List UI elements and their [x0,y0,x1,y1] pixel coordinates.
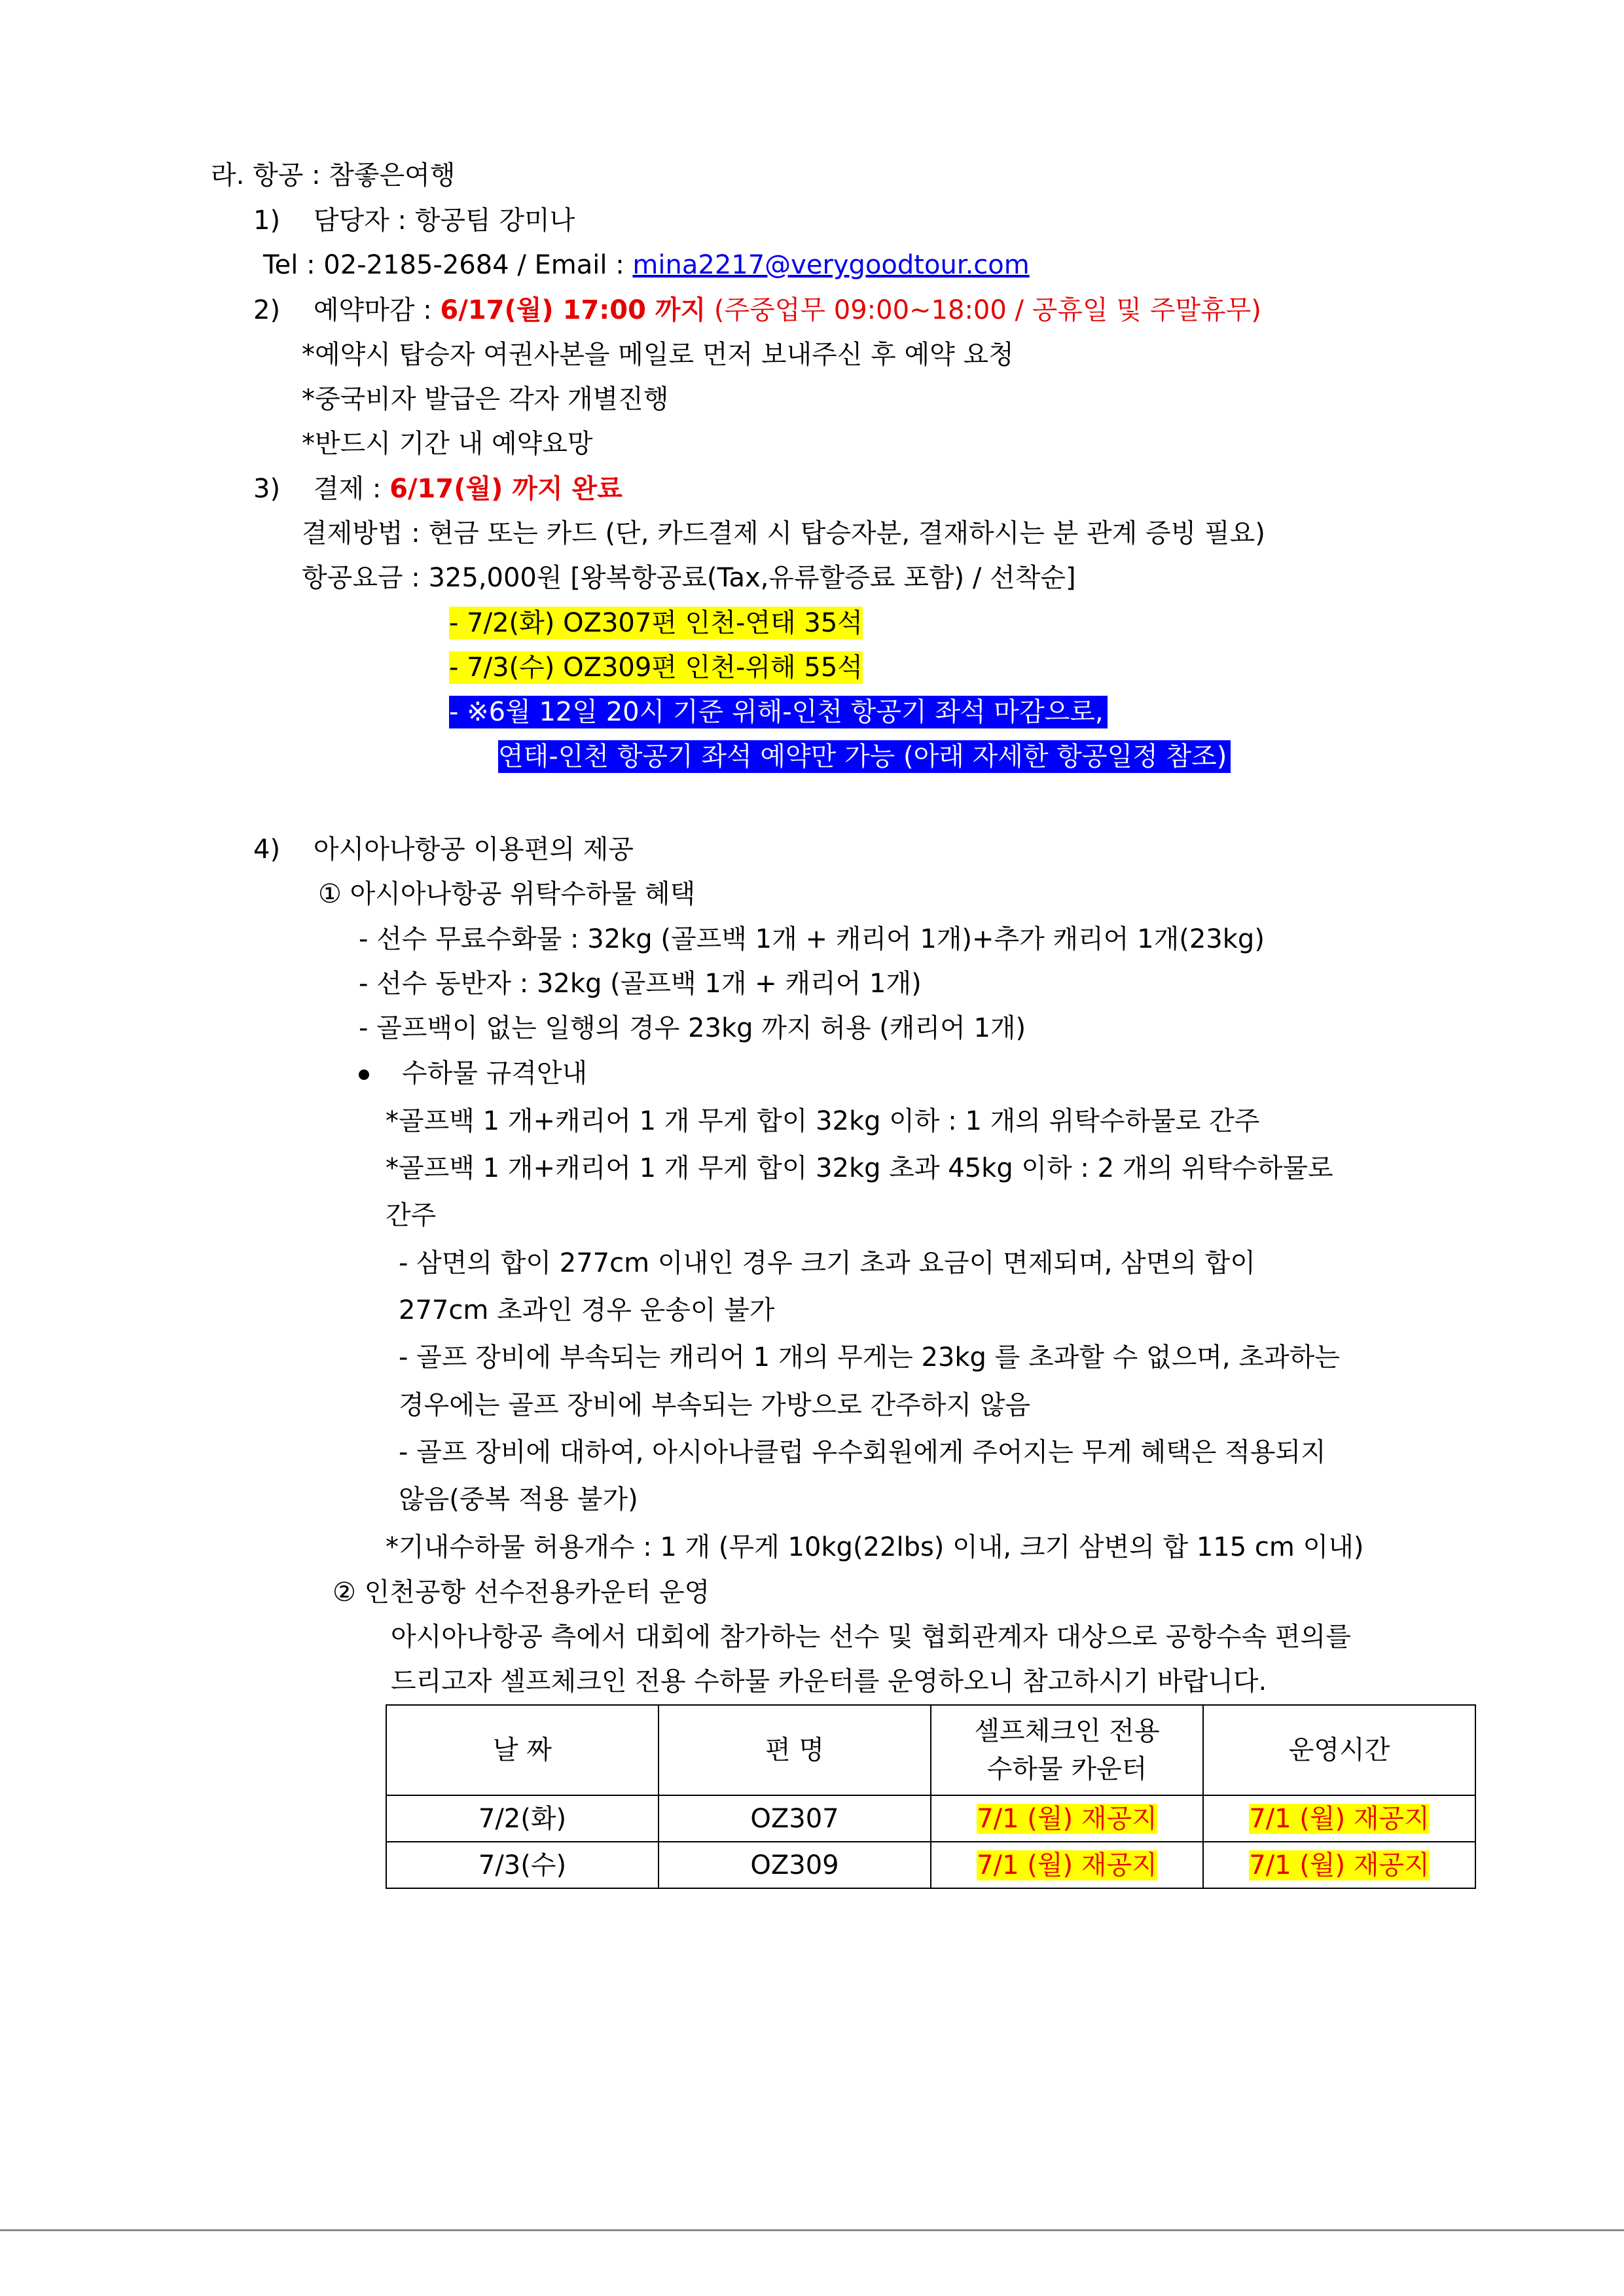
cell-hours: 7/1 (월) 재공지 [1203,1842,1475,1888]
baggage-rule: 경우에는 골프 장비에 부속되는 가방으로 간주하지 않음 [399,1390,1031,1420]
item-payment [253,473,623,505]
baggage-rule: 간주 [386,1200,437,1230]
counter-title: ② 인천공항 선수전용카운터 운영 [333,1577,710,1607]
item-number: 1) [253,206,281,236]
baggage-item: - 선수 동반자 : 32kg (골프백 1개 + 캐리어 1개) [359,969,922,999]
flight-item: - 7/3(수) OZ309편 인천-위해 55석 [449,653,863,683]
item-asiana [253,833,634,866]
table-row [386,1842,1475,1888]
page-footer-rule [0,2229,1624,2231]
counter-desc: 드리고자 셀프체크인 전용 수하물 카운터를 운영하오니 참고하시기 바랍니다. [391,1666,1267,1696]
baggage-rule: *골프백 1 개+캐리어 1 개 무게 합이 32kg 초과 45kg 이하 : 2 개의 위탁수하물로 [386,1153,1333,1183]
header-flight: 편 명 [659,1705,931,1795]
section-title: 라. 항공 : 참좋은여행 [211,160,456,190]
baggage-rule: - 삼면의 합이 277cm 이내인 경우 크기 초과 요금이 면제되며, 삼면의 합이 [399,1248,1255,1278]
reservation-note: *예약시 탑승자 여권사본을 메일로 먼저 보내주신 후 예약 요청 [302,340,1014,370]
baggage-rule: - 골프 장비에 대하여, 아시아나클럽 우수회원에게 주어지는 무게 혜택은 적용되지 [399,1437,1326,1467]
reservation-label: 예약마감 : [313,295,441,325]
baggage-item: - 선수 무료수화물 : 32kg (골프백 1개 + 캐리어 1개)+추가 캐리어 1개(23kg) [359,924,1265,954]
airfare: 항공요금 : 325,000원 [왕복항공료(Tax,유류할증료 포함) / 선착순] [302,563,1076,593]
item-reservation [253,294,1261,327]
counter-desc: 아시아나항공 측에서 대회에 참가하는 선수 및 협회관계자 대상으로 공항수속 편의를 [391,1622,1351,1652]
baggage-item: - 골프백이 없는 일행의 경우 23kg 까지 허용 (캐리어 1개) [359,1013,1026,1043]
baggage-rule: 않음(중복 적용 불가) [399,1484,638,1515]
flight-item: - 7/2(화) OZ307편 인천-연태 35석 [449,608,863,638]
asiana-title: 아시아나항공 이용편의 제공 [313,834,634,865]
cell-date: 7/2(화) [386,1795,659,1842]
tel-text: Tel : 02-2185-2684 / Email : [263,250,633,280]
table-header-row [386,1705,1475,1795]
email-link[interactable]: mina2217@verygoodtour.com [632,250,1030,280]
cell-date: 7/3(수) [386,1842,659,1888]
item-number: 2) [253,295,281,325]
baggage-benefit-title: ① 아시아나항공 위탁수하물 혜택 [318,879,696,909]
baggage-rule: *골프백 1 개+캐리어 1 개 무게 합이 32kg 이하 : 1 개의 위탁수하물로 간주 [386,1106,1260,1136]
item-number: 3) [253,474,281,504]
reservation-note: *반드시 기간 내 예약요망 [302,429,593,459]
header-hours: 운영시간 [1203,1705,1475,1795]
header-counter: 셀프체크인 전용 수하물 카운터 [931,1705,1203,1795]
baggage-rule: - 골프 장비에 부속되는 캐리어 1 개의 무게는 23kg 를 초과할 수 없으며, 초과하는 [399,1342,1340,1372]
contact-line [263,249,1030,281]
payment-deadline: 6/17(월) 까지 완료 [389,474,623,504]
item-number: 4) [253,834,281,865]
counter-schedule-table [386,1704,1476,1889]
business-hours: (주중업무 09:00~18:00 / 공휴일 및 주말휴무) [706,295,1261,325]
header-date: 날 짜 [386,1705,659,1795]
baggage-rule: 277cm 초과인 경우 운송이 불가 [399,1295,775,1325]
baggage-spec-label: 수하물 규격안내 [402,1058,588,1088]
bullet-icon [359,1069,369,1080]
table-row [386,1795,1475,1842]
reservation-deadline: 6/17(월) 17:00 까지 [440,295,706,325]
item-contact [253,204,575,237]
cell-counter: 7/1 (월) 재공지 [931,1842,1203,1888]
seat-closed-notice-detail: 연태-인천 항공기 좌석 예약만 가능 (아래 자세한 항공일정 참조) [498,740,1231,773]
payment-label: 결제 : [313,474,390,504]
cell-flight: OZ307 [659,1795,931,1842]
reservation-note: *중국비자 발급은 각자 개별진행 [302,384,669,414]
seat-closed-notice: - ※6월 12일 20시 기준 위해-인천 항공기 좌석 마감으로, [449,696,1108,728]
baggage-spec-heading [359,1057,587,1090]
cell-hours: 7/1 (월) 재공지 [1203,1795,1475,1842]
cell-counter: 7/1 (월) 재공지 [931,1795,1203,1842]
contact-manager: 담당자 : 항공팀 강미나 [313,206,575,236]
cell-flight: OZ309 [659,1842,931,1888]
payment-method: 결제방법 : 현금 또는 카드 (단, 카드결제 시 탑승자분, 결재하시는 분 관계 증빙 필요) [302,518,1265,548]
cabin-baggage-rule: *기내수하물 허용개수 : 1 개 (무게 10kg(22lbs) 이내, 크기 삼변의 합 115 cm 이내) [386,1532,1364,1562]
